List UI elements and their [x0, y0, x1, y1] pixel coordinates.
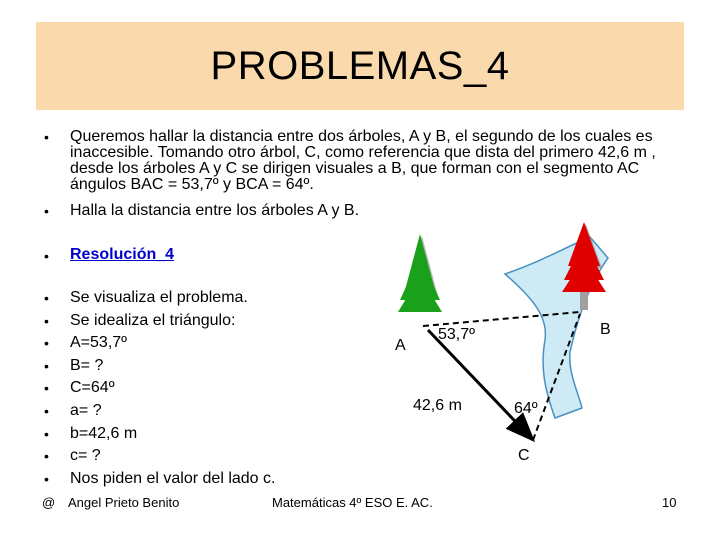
label-c: C [518, 447, 530, 464]
problem-question: Halla la distancia entre los árboles A y B. [70, 202, 360, 219]
resolution-link[interactable]: Resolución_4 [70, 246, 175, 263]
footer-page-number: 10 [662, 495, 677, 510]
label-a: A [395, 337, 406, 354]
bullet: • [44, 129, 49, 145]
step-text: Se idealiza el triángulo: [70, 311, 236, 329]
footer-course: Matemáticas 4º ESO E. AC. [272, 495, 433, 510]
bullet: • [44, 425, 49, 442]
bullet: • [44, 335, 49, 352]
step-text: Nos piden el valor del lado c. [70, 469, 276, 487]
line-ac [428, 330, 533, 440]
step-text: C=64º [70, 379, 115, 397]
bullet: • [44, 290, 49, 306]
slide-title: PROBLEMAS_4 [210, 44, 510, 88]
bullet: • [44, 380, 49, 397]
step-text: A=53,7º [70, 334, 127, 352]
step-text: Se visualiza el problema. [70, 289, 248, 306]
step-text: a= ? [70, 401, 102, 419]
bullet: • [44, 402, 49, 419]
step-text: b=42,6 m [70, 424, 138, 442]
bullet: • [44, 248, 49, 264]
bullet: • [44, 448, 49, 465]
side-ac-label: 42,6 m [413, 397, 462, 414]
bullet: • [44, 203, 49, 219]
tree-a-icon [398, 234, 442, 312]
angle-a-label: 53,7º [438, 326, 475, 343]
problem-statement: Queremos hallar la distancia entre dos árboles, A y B, el segundo de los cuales es inaccesible. Tomando otro árbol, C, como referencia que dista del primero 42,6 m , desde los árboles A y C se dirigen visuales a B, que forman con el segmento AC ángulos BAC = 53,7º y BCA = 64º. [70, 128, 656, 193]
label-b: B [600, 321, 611, 338]
step-text: c= ? [70, 447, 101, 465]
bullet: • [44, 312, 49, 329]
bullet: • [44, 470, 49, 487]
footer-copyright: @ [42, 495, 56, 510]
angle-c-label: 64º [514, 400, 538, 417]
footer-author: Angel Prieto Benito [68, 495, 180, 510]
bullet: • [44, 357, 49, 374]
step-text: B= ? [70, 356, 104, 374]
